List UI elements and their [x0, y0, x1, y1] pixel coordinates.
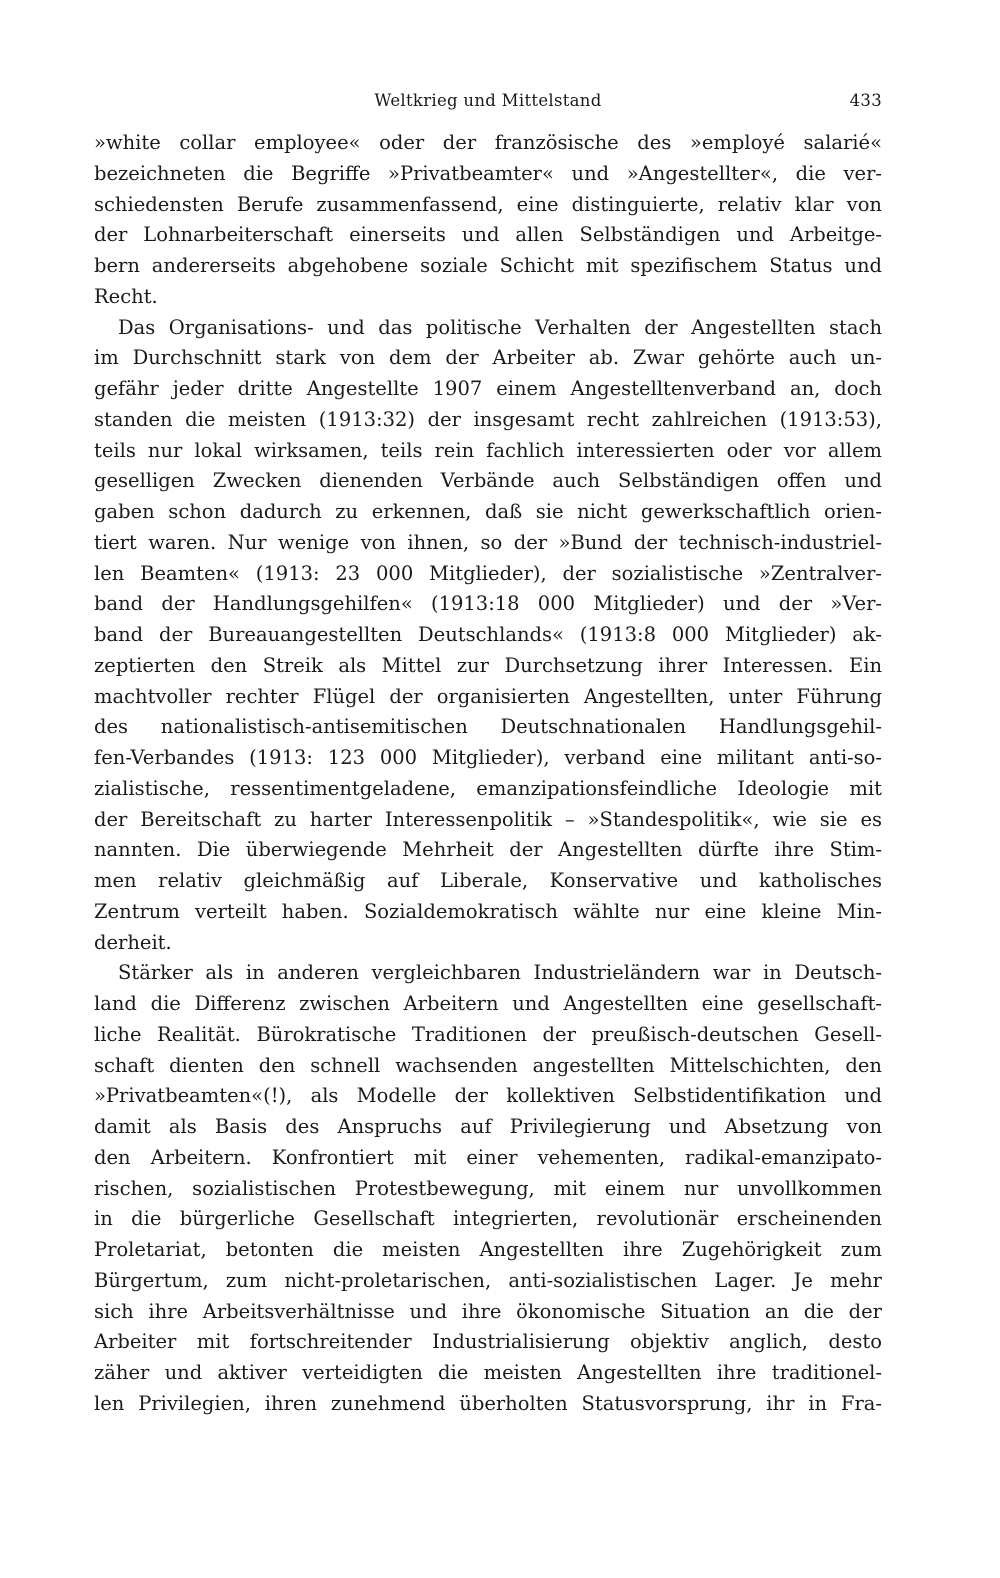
text-line: in die bürgerliche Gesellschaft integrierten, revolutionär erscheinenden — [94, 1207, 882, 1231]
text-line: gaben schon dadurch zu erkennen, daß sie nicht gewerkschaftlich orien- — [94, 500, 882, 523]
body-text — [94, 128, 882, 1420]
text-line: liche Realität. Bürokratische Traditionen der preußisch-deutschen Gesell- — [94, 1022, 882, 1046]
text-line: band der Handlungsgehilfen« (1913:18 000 Mitglieder) und der »Ver- — [94, 592, 882, 616]
text-line: zialistische, ressentimentgeladene, emanzipationsfeindliche Ideologie mit — [94, 776, 882, 800]
text-line: Bürgertum, zum nicht-proletarischen, anti-sozialistischen Lager. Je mehr — [94, 1268, 882, 1292]
text-line: Das Organisations- und das politische Verhalten der Angestellten stach — [118, 315, 882, 339]
text-line: des nationalistisch-antisemitischen Deutschnationalen Handlungsgehil- — [94, 715, 882, 739]
text-line: der Lohnarbeiterschaft einerseits und allen Selbständigen und Arbeitge- — [94, 223, 882, 247]
text-line: Proletariat, betonten die meisten Angestellten ihre Zugehörigkeit zum — [94, 1238, 882, 1261]
text-line: bern andererseits abgehobene soziale Schicht mit spezifischem Status und — [94, 254, 882, 277]
text-line: len Beamten« (1913: 23 000 Mitglieder), der sozialistische »Zentralver- — [94, 561, 882, 585]
text-line: standen die meisten (1913:32) der insgesamt recht zahlreichen (1913:53), — [94, 407, 882, 431]
text-line: band der Bureauangestellten Deutschlands« (1913:8 000 Mitglieder) ak- — [94, 623, 882, 646]
text-line: zeptierten den Streik als Mittel zur Durchsetzung ihrer Interessen. Ein — [94, 653, 882, 677]
text-line: schaft dienten den schnell wachsenden angestellten Mittelschichten, den — [94, 1053, 882, 1077]
text-line: land die Differenz zwischen Arbeitern und Angestellten eine gesellschaft- — [94, 992, 882, 1015]
running-title: Weltkrieg und Mittelstand — [374, 91, 602, 110]
text-line: nannten. Die überwiegende Mehrheit der Angestellten dürfte ihre Stim- — [94, 838, 882, 862]
text-line: der Bereitschaft zu harter Interessenpolitik – »Standespolitik«, wie sie es — [94, 807, 882, 831]
text-line: gefähr jeder dritte Angestellte 1907 einem Angestelltenverband an, doch — [94, 377, 882, 400]
text-line: sich ihre Arbeitsverhältnisse und ihre ökonomische Situation an die der — [94, 1299, 882, 1323]
text-line: schiedensten Berufe zusammenfassend, eine distinguierte, relativ klar von — [94, 192, 882, 216]
text-line: im Durchschnitt stark von dem der Arbeiter ab. Zwar gehörte auch un- — [94, 346, 882, 370]
text-line: rischen, sozialistischen Protestbewegung, mit einem nur unvollkommen — [94, 1176, 882, 1200]
text-line: zäher und aktiver verteidigten die meisten Angestellten ihre traditionel- — [94, 1361, 882, 1384]
text-line: teils nur lokal wirksamen, teils rein fachlich interessierten oder vor allem — [94, 438, 882, 462]
text-line: damit als Basis des Anspruchs auf Privilegierung und Absetzung von — [94, 1115, 882, 1138]
book-page — [94, 0, 882, 1578]
text-line: len Privilegien, ihren zunehmend überholten Statusvorsprung, ihr in Fra- — [94, 1391, 882, 1415]
page-number: 433 — [849, 91, 882, 110]
text-line: »white collar employee« oder der französische des »employé salarié« — [94, 131, 882, 154]
text-line: Stärker als in anderen vergleichbaren Industrieländern war in Deutsch- — [118, 961, 882, 985]
text-line: Arbeiter mit fortschreitender Industrialisierung objektiv anglich, desto — [94, 1330, 882, 1354]
text-line: machtvoller rechter Flügel der organisierten Angestellten, unter Führung — [94, 684, 882, 708]
text-line: derheit. — [94, 930, 172, 954]
text-line: geselligen Zwecken dienenden Verbände auch Selbständigen offen und — [94, 469, 882, 493]
text-line: »Privatbeamten«(!), als Modelle der kollektiven Selbstidentifikation und — [94, 1084, 882, 1108]
text-line: den Arbeitern. Konfrontiert mit einer vehementen, radikal-emanzipato- — [94, 1145, 882, 1169]
text-line: fen-Verbandes (1913: 123 000 Mitglieder), verband eine militant anti-so- — [94, 746, 882, 769]
text-line: tiert waren. Nur wenige von ihnen, so der »Bund der technisch-industriel- — [94, 530, 882, 554]
text-line: men relativ gleichmäßig auf Liberale, Konservative und katholisches — [94, 869, 882, 892]
text-line: Recht. — [94, 284, 158, 308]
running-head — [94, 88, 882, 114]
text-line: bezeichneten die Begriffe »Privatbeamter« und »Angestellter«, die ver- — [94, 161, 882, 185]
text-line: Zentrum verteilt haben. Sozialdemokratisch wählte nur eine kleine Min- — [94, 899, 882, 923]
